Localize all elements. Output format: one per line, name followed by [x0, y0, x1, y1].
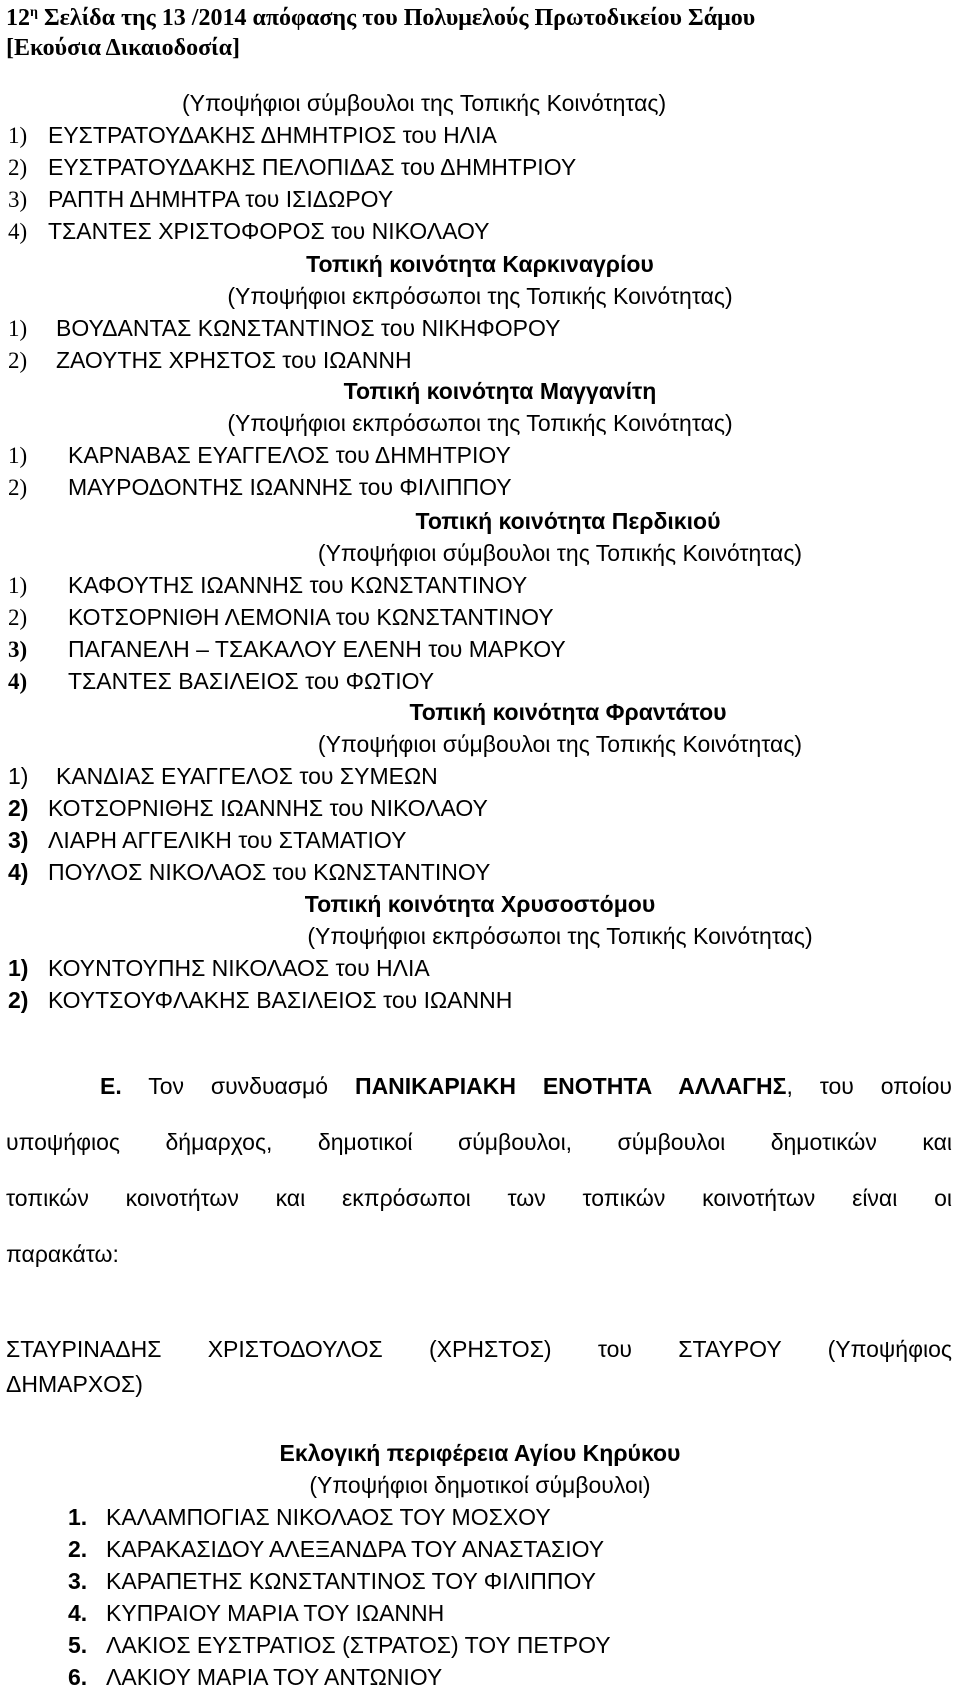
list-item: 3) ΛΙΑΡΗ ΑΓΓΕΛΙΚΗ του ΣΤΑΜΑΤΙΟΥ	[8, 827, 407, 853]
section-subtitle: (Υποψήφιοι εκπρόσωποι της Τοπικής Κοινότητας)	[227, 283, 733, 309]
paragraph-line: υποψήφιος δήμαρχος, δημοτικοί σύμβουλοι, σύμβουλοι δημοτικών και	[6, 1129, 952, 1155]
list-item: 2) ΚΟΤΣΟΡΝΙΘΗ ΛΕΜΟΝΙΑ του ΚΩΝΣΤΑΝΤΙΝΟΥ	[8, 604, 554, 630]
list-item: 3) ΠΑΓΑΝΕΛΗ – ΤΣΑΚΑΛΟΥ ΕΛΕΝΗ του ΜΑΡΚΟΥ	[8, 636, 566, 662]
paragraph-intro: Ε. Τον συνδυασμό ΠΑΝΙΚΑΡΙΑΚΗ ΕΝΟΤΗΤΑ ΑΛΛΑΓΗΣ, του οποίου	[100, 1073, 952, 1099]
section-title: Τοπική κοινότητα Μαγγανίτη	[343, 378, 657, 404]
list-item: 1) ΚΑΦΟΥΤΗΣ ΙΩΑΝΝΗΣ του ΚΩΝΣΤΑΝΤΙΝΟΥ	[8, 572, 528, 598]
page-header-line2: [Εκούσια Δικαιοδοσία]	[6, 35, 240, 61]
section-title: Εκλογική περιφέρεια Αγίου Κηρύκου	[279, 1440, 681, 1466]
section-subtitle: (Υποψήφιοι δημοτικοί σύμβουλοι)	[309, 1472, 651, 1498]
list-item: 2. ΚΑΡΑΚΑΣΙΔΟΥ ΑΛΕΞΑΝΔΡΑ ΤΟΥ ΑΝΑΣΤΑΣΙΟΥ	[68, 1536, 605, 1562]
list-item: 6. ΛΑΚΙΟΥ ΜΑΡΙΑ ΤΟΥ ΑΝΤΩΝΙΟΥ	[68, 1664, 443, 1690]
mayor-candidate-line: ΣΤΑΥΡΙΝΑΔΗΣ ΧΡΙΣΤΟΔΟΥΛΟΣ (ΧΡΗΣΤΟΣ) του ΣΤΑΥΡΟΥ (Υποψήφιος	[6, 1336, 952, 1362]
list-item: 3. ΚΑΡΑΠΕΤΗΣ ΚΩΝΣΤΑΝΤΙΝΟΣ ΤΟΥ ΦΙΛΙΠΠΟΥ	[68, 1568, 596, 1594]
list-item: 1) ΚΑΡΝΑΒΑΣ ΕΥΑΓΓΕΛΟΣ του ΔΗΜΗΤΡΙΟΥ	[8, 442, 511, 468]
section-subtitle: (Υποψήφιοι σύμβουλοι της Τοπικής Κοινότητας)	[317, 731, 803, 757]
section-subtitle: (Υποψήφιοι εκπρόσωποι της Τοπικής Κοινότητας)	[227, 410, 733, 436]
list-item: 2) ΕΥΣΤΡΑΤΟΥΔΑΚΗΣ ΠΕΛΟΠΙΔΑΣ του ΔΗΜΗΤΡΙΟΥ	[8, 154, 577, 180]
list-item: 2) ΖΑΟΥΤΗΣ ΧΡΗΣΤΟΣ του ΙΩΑΝΝΗ	[8, 347, 412, 373]
list-item: 5. ΛΑΚΙΟΣ ΕΥΣΤΡΑΤΙΟΣ (ΣΤΡΑΤΟΣ) ΤΟΥ ΠΕΤΡΟΥ	[68, 1632, 611, 1658]
list-item: 4) ΠΟΥΛΟΣ ΝΙΚΟΛΑΟΣ του ΚΩΝΣΤΑΝΤΙΝΟΥ	[8, 859, 491, 885]
paragraph-line: τοπικών κοινοτήτων και εκπρόσωποι των τοπικών κοινοτήτων είναι οι	[6, 1185, 952, 1211]
list-item: 2) ΚΟΤΣΟΡΝΙΘΗΣ ΙΩΑΝΝΗΣ του ΝΙΚΟΛΑΟΥ	[8, 795, 488, 821]
section-title: Τοπική κοινότητα Καρκιναγρίου	[306, 251, 654, 277]
page-header-line1: $12^\eta$ Σελίδα της 13 /2014 απόφασης του Πολυμελούς Πρωτοδικείου Σάμου	[6, 5, 756, 31]
list-item: 1) ΚΑΝΔΙΑΣ ΕΥΑΓΓΕΛΟΣ του ΣΥΜΕΩΝ	[8, 763, 438, 789]
list-item: 1) ΒΟΥΔΑΝΤΑΣ ΚΩΝΣΤΑΝΤΙΝΟΣ του ΝΙΚΗΦΟΡΟΥ	[8, 315, 561, 341]
coalition-name: ΠΑΝΙΚΑΡΙΑΚΗ ΕΝΟΤΗΤΑ ΑΛΛΑΓΗΣ	[354, 1073, 787, 1099]
mayor-candidate-line: ΔΗΜΑΡΧΟΣ)	[6, 1371, 143, 1397]
list-item: 1) ΕΥΣΤΡΑΤΟΥΔΑΚΗΣ ΔΗΜΗΤΡΙΟΣ του ΗΛΙΑ	[8, 122, 497, 148]
list-item: 2) ΜΑΥΡΟΔΟΝΤΗΣ ΙΩΑΝΝΗΣ του ΦΙΛΙΠΠΟΥ	[8, 474, 512, 500]
section-subtitle: (Υποψήφιοι σύμβουλοι της Τοπικής Κοινότητας)	[182, 90, 667, 116]
section-subtitle: (Υποψήφιοι εκπρόσωποι της Τοπικής Κοινότητας)	[307, 923, 813, 949]
section-title: Τοπική κοινότητα Περδικιού	[415, 508, 721, 534]
list-item: 3) ΡΑΠΤΗ ΔΗΜΗΤΡΑ του ΙΣΙΔΩΡΟΥ	[8, 186, 394, 212]
list-item: 1) ΚΟΥΝΤΟΥΠΗΣ ΝΙΚΟΛΑΟΣ του ΗΛΙΑ	[8, 955, 430, 981]
section-title: Τοπική κοινότητα Χρυσοστόμου	[304, 891, 656, 917]
section-subtitle: (Υποψήφιοι σύμβουλοι της Τοπικής Κοινότητας)	[317, 540, 803, 566]
list-item: 4) ΤΣΑΝΤΕΣ ΒΑΣΙΛΕΙΟΣ του ΦΩΤΙΟΥ	[8, 668, 435, 694]
list-item: 1. ΚΑΛΑΜΠΟΓΙΑΣ ΝΙΚΟΛΑΟΣ ΤΟΥ ΜΟΣΧΟΥ	[68, 1504, 551, 1530]
paragraph-line: παρακάτω:	[6, 1241, 119, 1267]
list-item: 4. ΚΥΠΡΑΙΟΥ ΜΑΡΙΑ ΤΟΥ ΙΩΑΝΝΗ	[68, 1600, 445, 1626]
list-item: 2) ΚΟΥΤΣΟΥΦΛΑΚΗΣ ΒΑΣΙΛΕΙΟΣ του ΙΩΑΝΝΗ	[8, 987, 513, 1013]
list-item: 4) ΤΣΑΝΤΕΣ ΧΡΙΣΤΟΦΟΡΟΣ του ΝΙΚΟΛΑΟΥ	[8, 218, 490, 244]
section-title: Τοπική κοινότητα Φραντάτου	[409, 699, 727, 725]
